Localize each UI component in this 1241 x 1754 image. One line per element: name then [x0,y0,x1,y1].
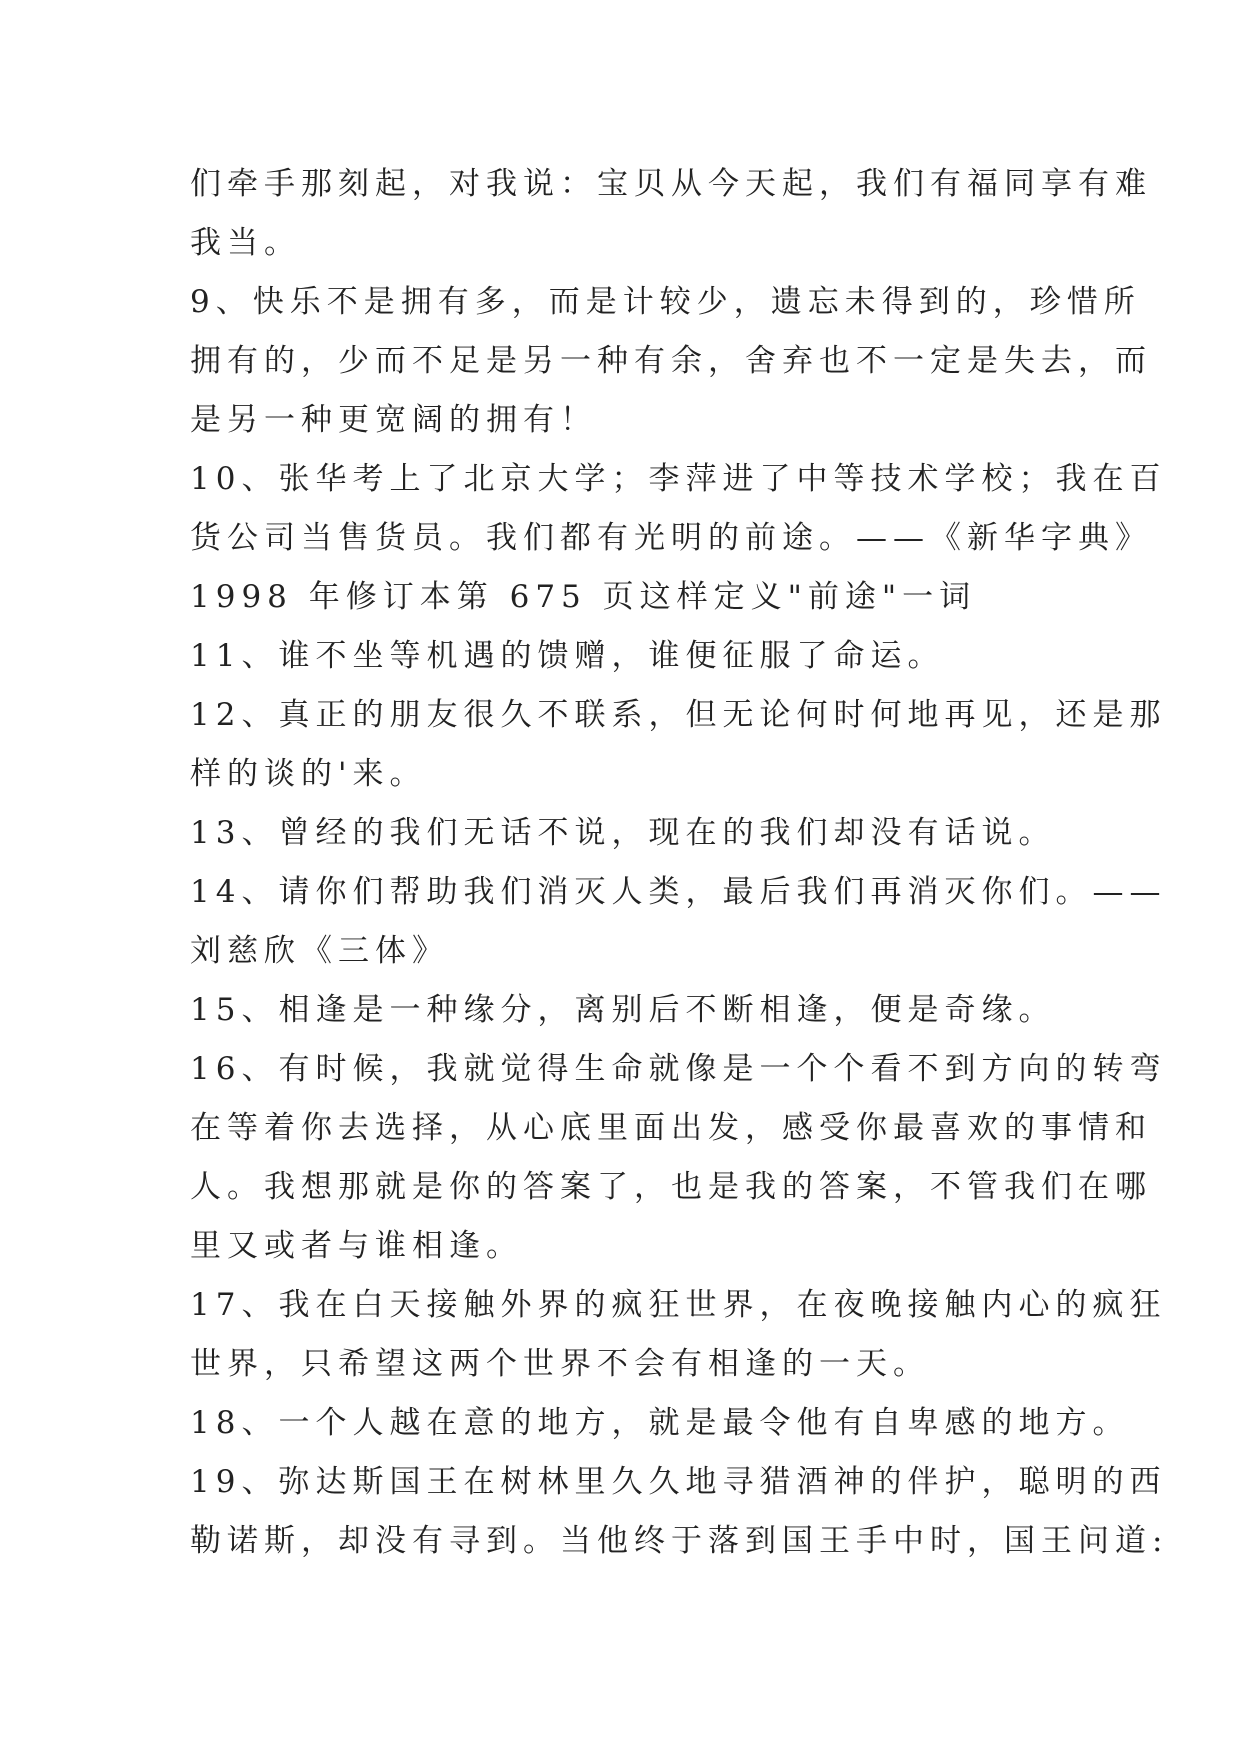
text-line: 们牵手那刻起，对我说：宝贝从今天起，我们有福同享有难 [190,166,1152,202]
text-line: 11、谁不坐等机遇的馈赠，谁便征服了命运。 [190,638,945,674]
text-line: 人。我想那就是你的答案了，也是我的答案，不管我们在哪 [190,1169,1152,1205]
text-line: 16、有时候，我就觉得生命就像是一个个看不到方向的转弯 [190,1051,1167,1087]
text-line: 样的谈的'来。 [190,756,427,792]
text-line: 15、相逢是一种缘分，离别后不断相逢，便是奇缘。 [190,992,1056,1028]
text-line: 世界，只希望这两个世界不会有相逢的一天。 [190,1346,930,1382]
text-line: 14、请你们帮助我们消灭人类，最后我们再消灭你们。—— [190,874,1167,910]
text-line: 1998 年修订本第 675 页这样定义"前途"一词 [190,579,977,615]
text-line: 里又或者与谁相逢。 [190,1228,523,1264]
text-line: 10、张华考上了北京大学；李萍进了中等技术学校；我在百 [190,461,1167,497]
text-line: 勒诺斯，却没有寻到。当他终于落到国王手中时，国王问道: [190,1523,1169,1559]
text-line: 在等着你去选择，从心底里面出发，感受你最喜欢的事情和 [190,1110,1152,1146]
text-line: 货公司当售货员。我们都有光明的前途。——《新华字典》 [190,520,1152,556]
text-line: 拥有的，少而不足是另一种有余，舍弃也不一定是失去，而 [190,343,1152,379]
document-body [190,155,1169,1571]
text-line: 17、我在白天接触外界的疯狂世界，在夜晚接触内心的疯狂 [190,1287,1167,1323]
text-line: 刘慈欣《三体》 [190,933,449,969]
text-line: 9、快乐不是拥有多，而是计较少，遗忘未得到的，珍惜所 [190,284,1141,320]
text-line: 12、真正的朋友很久不联系，但无论何时何地再见，还是那 [190,697,1167,733]
text-line: 是另一种更宽阔的拥有！ [190,402,597,438]
text-line: 13、曾经的我们无话不说，现在的我们却没有话说。 [190,815,1056,851]
text-line: 19、弥达斯国王在树林里久久地寻猎酒神的伴护，聪明的西 [190,1464,1167,1500]
text-line: 我当。 [190,225,301,261]
text-line: 18、一个人越在意的地方，就是最令他有自卑感的地方。 [190,1405,1130,1441]
